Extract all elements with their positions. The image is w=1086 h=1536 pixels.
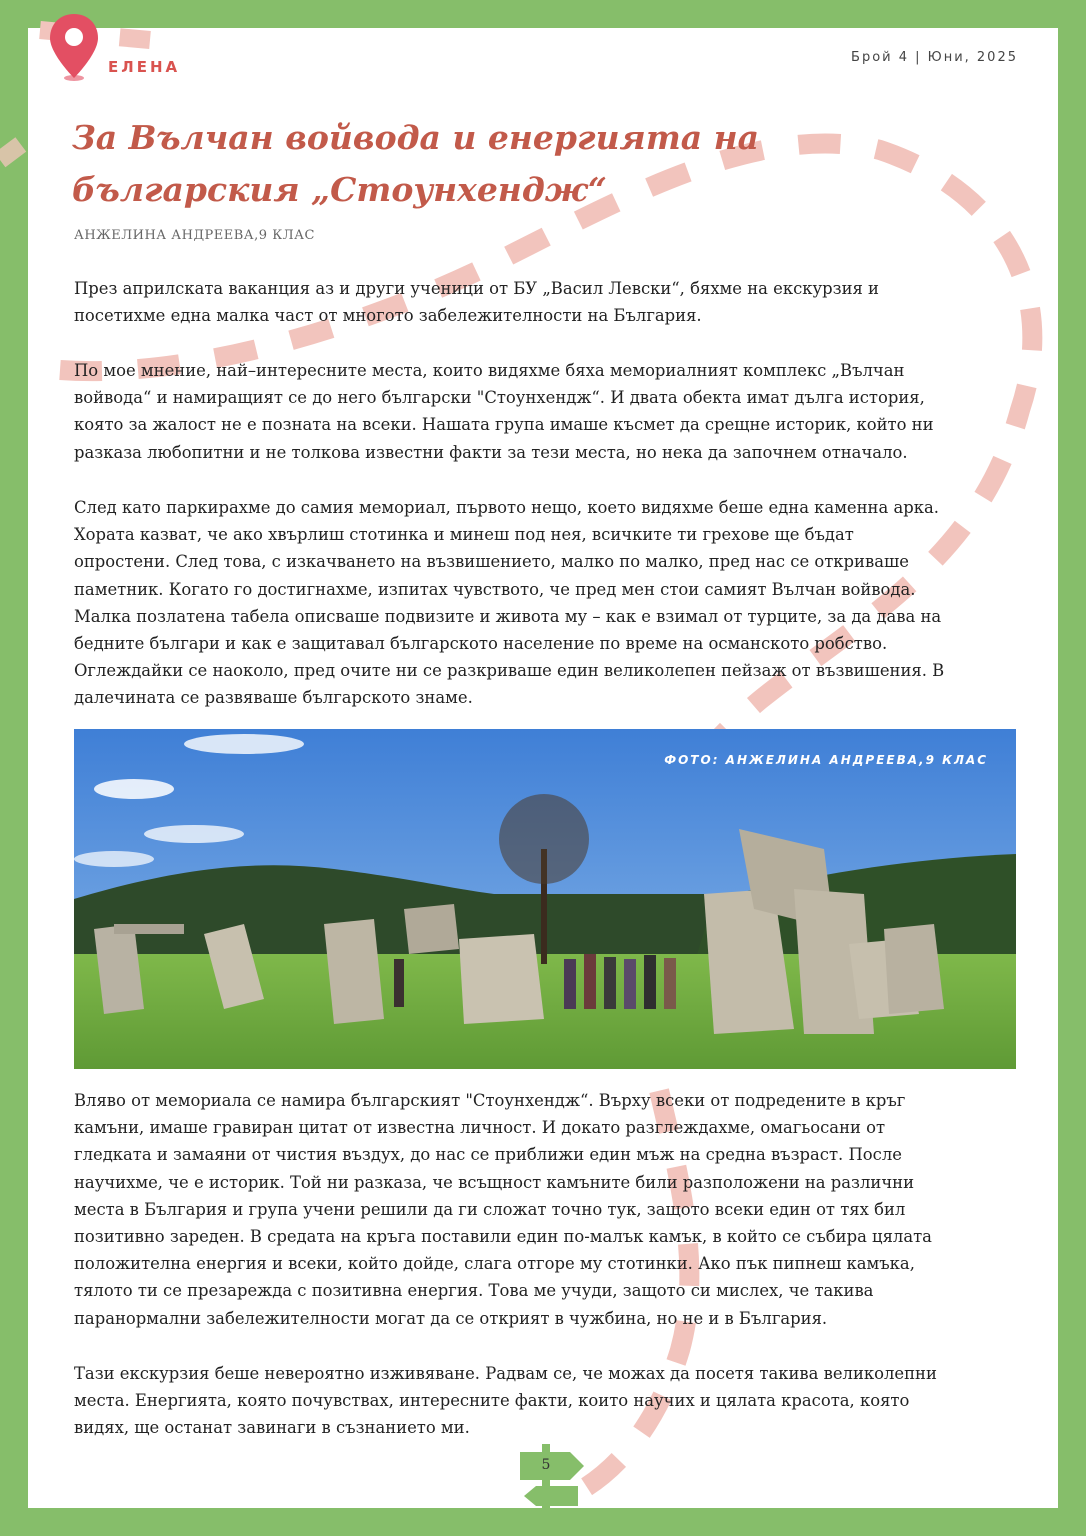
- line: Хората казват, че ако хвърлиш стотинка и минеш под нея, всичките ти грехове ще бъдат: [74, 525, 854, 545]
- line: места в България и група учени решили да ги сложат точно тук, защото всеки един от тях бил: [74, 1199, 906, 1219]
- line: Тази екскурзия беше невероятно изживяване. Радвам се, че можах да посетя такива великолепни: [74, 1364, 937, 1383]
- line: бедните българи и как е защитавал българското население по време на османското робство.: [74, 634, 888, 654]
- photo-illustration: [74, 729, 1016, 1069]
- line: места. Енергията, която почувствах, интересните факти, които научих и цялата красота, която: [74, 1391, 910, 1411]
- title-line-1: За Вълчан войвода и енергията на: [72, 118, 760, 157]
- map-pin-icon: [48, 12, 100, 82]
- stonehenge-photo: [74, 729, 1016, 1069]
- article-title: [72, 112, 772, 216]
- line: паметник. Когато го достигнахме, изпитах чувството, че пред мен стои самият Вълчан войвода.: [74, 579, 916, 599]
- line: паранормални забележителности могат да се открият в чужбина, но не и в България.: [74, 1308, 828, 1328]
- line: Вляво от мемориала се намира българският "Стоунхендж“. Върху всеки от подредените в кръг: [74, 1091, 906, 1110]
- line: тялото ти се презарежда с позитивна енергия. Това ме учуди, защото си мислех, че такива: [74, 1281, 874, 1301]
- line: По мое мнение, най–интересните места, които видяхме бяха мемориалният комплекс „Вълчан: [74, 361, 905, 380]
- line: посетихме една малка част от многото забележителности на България.: [74, 306, 702, 326]
- line: опростени. След това, с изкачването на възвишението, малко по малко, пред нас се откриваше: [74, 552, 909, 572]
- line: видях, ще останат завинаги в съзнанието ми.: [74, 1418, 470, 1438]
- line: камъни, имаше гравиран цитат от известна личност. И докато разглеждахме, омагьосани от: [74, 1118, 886, 1138]
- line: далечината се развяваше българското знаме.: [74, 688, 473, 708]
- line: Малка позлатена табела описваше подвизите и живота му – как е взимал от турците, за да дава на: [74, 606, 942, 626]
- line: През априлската ваканция аз и други ученици от БУ „Васил Левски“, бяхме на екскурзия и: [74, 279, 879, 298]
- paragraph: [74, 275, 1019, 329]
- line: Оглеждайки се наоколо, пред очите ни се разкриваше един великолепен пейзаж от възвишения. В: [74, 661, 945, 681]
- line: научихме, че е историк. Той ни разказа, че всъщност камъните били разположени на различни: [74, 1172, 915, 1192]
- paragraph: [74, 494, 1019, 712]
- paragraph: [74, 1087, 1019, 1332]
- issue-info: Брой 4 | Юни, 2025: [851, 50, 1018, 65]
- title-line-2: българския „Стоунхендж“: [72, 170, 607, 209]
- article-author: АНЖЕЛИНА АНДРЕЕВА,9 КЛАС: [74, 228, 315, 243]
- paragraph: [74, 1360, 1019, 1442]
- page-number: 5: [541, 1457, 551, 1473]
- photo-credit: ФОТО: АНЖЕЛИНА АНДРЕЕВА,9 КЛАС: [664, 753, 988, 767]
- line: След като паркирахме до самия мемориал, първото нещо, което видяхме беше една каменна арка.: [74, 498, 939, 517]
- line: която за жалост не е позната на всеки. Нашата група имаше късмет да срещне историк, който ни: [74, 415, 934, 435]
- line: войвода“ и намиращият се до него български "Стоунхендж“. И двата обекта имат дълга история,: [74, 388, 925, 408]
- line: разказа любопитни и не толкова известни факти за тези места, но нека да започнем отначало.: [74, 442, 908, 462]
- line: положителна енергия и всеки, който дойде, слага отгоре му стотинки. Ако пък пипнеш камъка,: [74, 1254, 915, 1274]
- brand-name: ЕЛЕНА: [108, 58, 181, 76]
- line: позитивно зареден. В средата на кръга поставили един по-малък камък, в който се събира цялата: [74, 1227, 932, 1247]
- line: гледката и замаяни от чистия въздух, до нас се приближи един мъж на средна възраст. После: [74, 1145, 902, 1165]
- paragraph: [74, 357, 1019, 466]
